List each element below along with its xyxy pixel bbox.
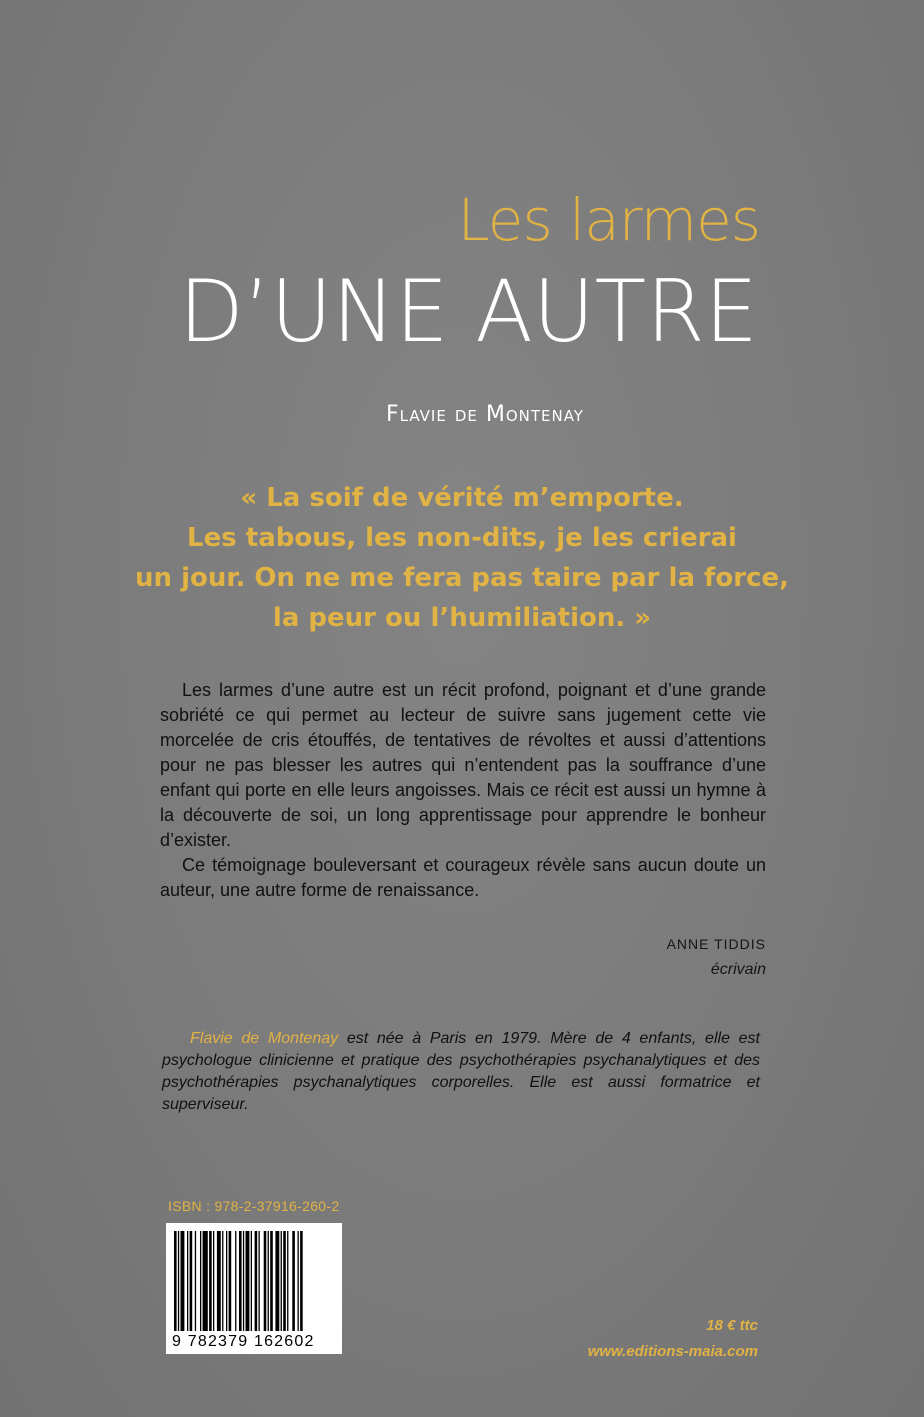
quote-line: la peur ou l’humiliation. » — [272, 603, 652, 633]
price: 18 € ttc — [706, 1317, 758, 1334]
reviewer-role: écrivain — [710, 961, 766, 978]
reviewer-name: ANNE TIDDIS — [666, 936, 766, 952]
barcode-bar — [281, 1231, 282, 1331]
barcode-bar — [292, 1231, 295, 1331]
barcode-bar — [239, 1231, 242, 1331]
barcode-bar — [235, 1231, 236, 1331]
barcode-bar — [213, 1231, 214, 1331]
barcode-bar — [246, 1231, 250, 1331]
barcode-bar — [300, 1231, 303, 1331]
barcode-bar — [217, 1231, 221, 1331]
barcode-bar — [174, 1231, 177, 1331]
barcode — [166, 1223, 342, 1354]
barcode-bar — [251, 1231, 252, 1331]
author-name: Flavie de Montenay — [386, 402, 584, 427]
barcode-bar — [178, 1231, 179, 1331]
barcode-bar — [200, 1231, 201, 1331]
barcode-bar — [268, 1231, 269, 1331]
barcode-bar — [243, 1231, 244, 1331]
barcode-bar — [264, 1231, 267, 1331]
barcode-bar — [226, 1231, 227, 1331]
barcode-bar — [222, 1231, 223, 1331]
barcode-bar — [283, 1231, 286, 1331]
pull-quote — [100, 478, 824, 638]
barcode-bar — [181, 1231, 185, 1331]
barcode-bar — [203, 1231, 208, 1331]
author-bio — [162, 1028, 760, 1116]
barcode-bar — [229, 1231, 232, 1331]
barcode-bar — [287, 1231, 288, 1331]
barcode-digits: 9 782379 162602 — [172, 1333, 315, 1350]
barcode-bar — [209, 1231, 212, 1331]
publisher-website[interactable]: www.editions-maia.com — [587, 1343, 758, 1360]
barcode-bar — [275, 1231, 279, 1331]
book-description — [160, 678, 766, 903]
title-line-1: Les larmes — [457, 186, 760, 254]
barcode-bar — [190, 1231, 193, 1331]
barcode-bar — [255, 1231, 258, 1331]
barcode-bars — [174, 1231, 334, 1331]
title-line-2: D’UNE AUTRE — [178, 262, 758, 362]
bio-paragraph — [162, 1028, 760, 1116]
barcode-bar — [270, 1231, 273, 1331]
description-paragraph: Les larmes d’une autre est un récit profond, poignant et d’une grande sobriété ce qui permet au lecteur de suivre sans jugement cette vie morcelée de cris étouffés, de tentatives de révoltes et aussi d’attentions pour ne pas blesser les autres qui n’entendent pas la souffrance d’une enfant qui porte en elle leurs angoisses. Mais ce récit est aussi un hymne à la découverte de soi, un long apprentissage pour apprendre le bonheur d’exister. — [160, 680, 766, 850]
bio-text: est née à Paris en 1979. Mère de 4 enfants, elle est psychologue clinicienne et pratique des psychothérapies psychanalytiques et des psychothérapies psychanalytiques corporelles. Elle est aussi formatrice et superviseur. — [162, 1030, 760, 1113]
bio-author-name: Flavie de Montenay — [190, 1030, 339, 1047]
barcode-bar — [259, 1231, 260, 1331]
barcode-bar — [195, 1231, 196, 1331]
quote-line: Les tabous, les non-dits, je les crierai — [187, 523, 737, 553]
barcode-bar — [298, 1231, 299, 1331]
quote-line: un jour. On ne me fera pas taire par la force, — [135, 563, 789, 593]
quote-line: « La soif de vérité m’emporte. — [240, 483, 684, 513]
review-signature — [667, 931, 766, 983]
isbn-label: ISBN : 978-2-37916-260-2 — [168, 1198, 340, 1214]
description-paragraph: Ce témoignage bouleversant et courageux révèle sans aucun doute un auteur, une autre forme de renaissance. — [160, 855, 766, 900]
barcode-bar — [187, 1231, 188, 1331]
